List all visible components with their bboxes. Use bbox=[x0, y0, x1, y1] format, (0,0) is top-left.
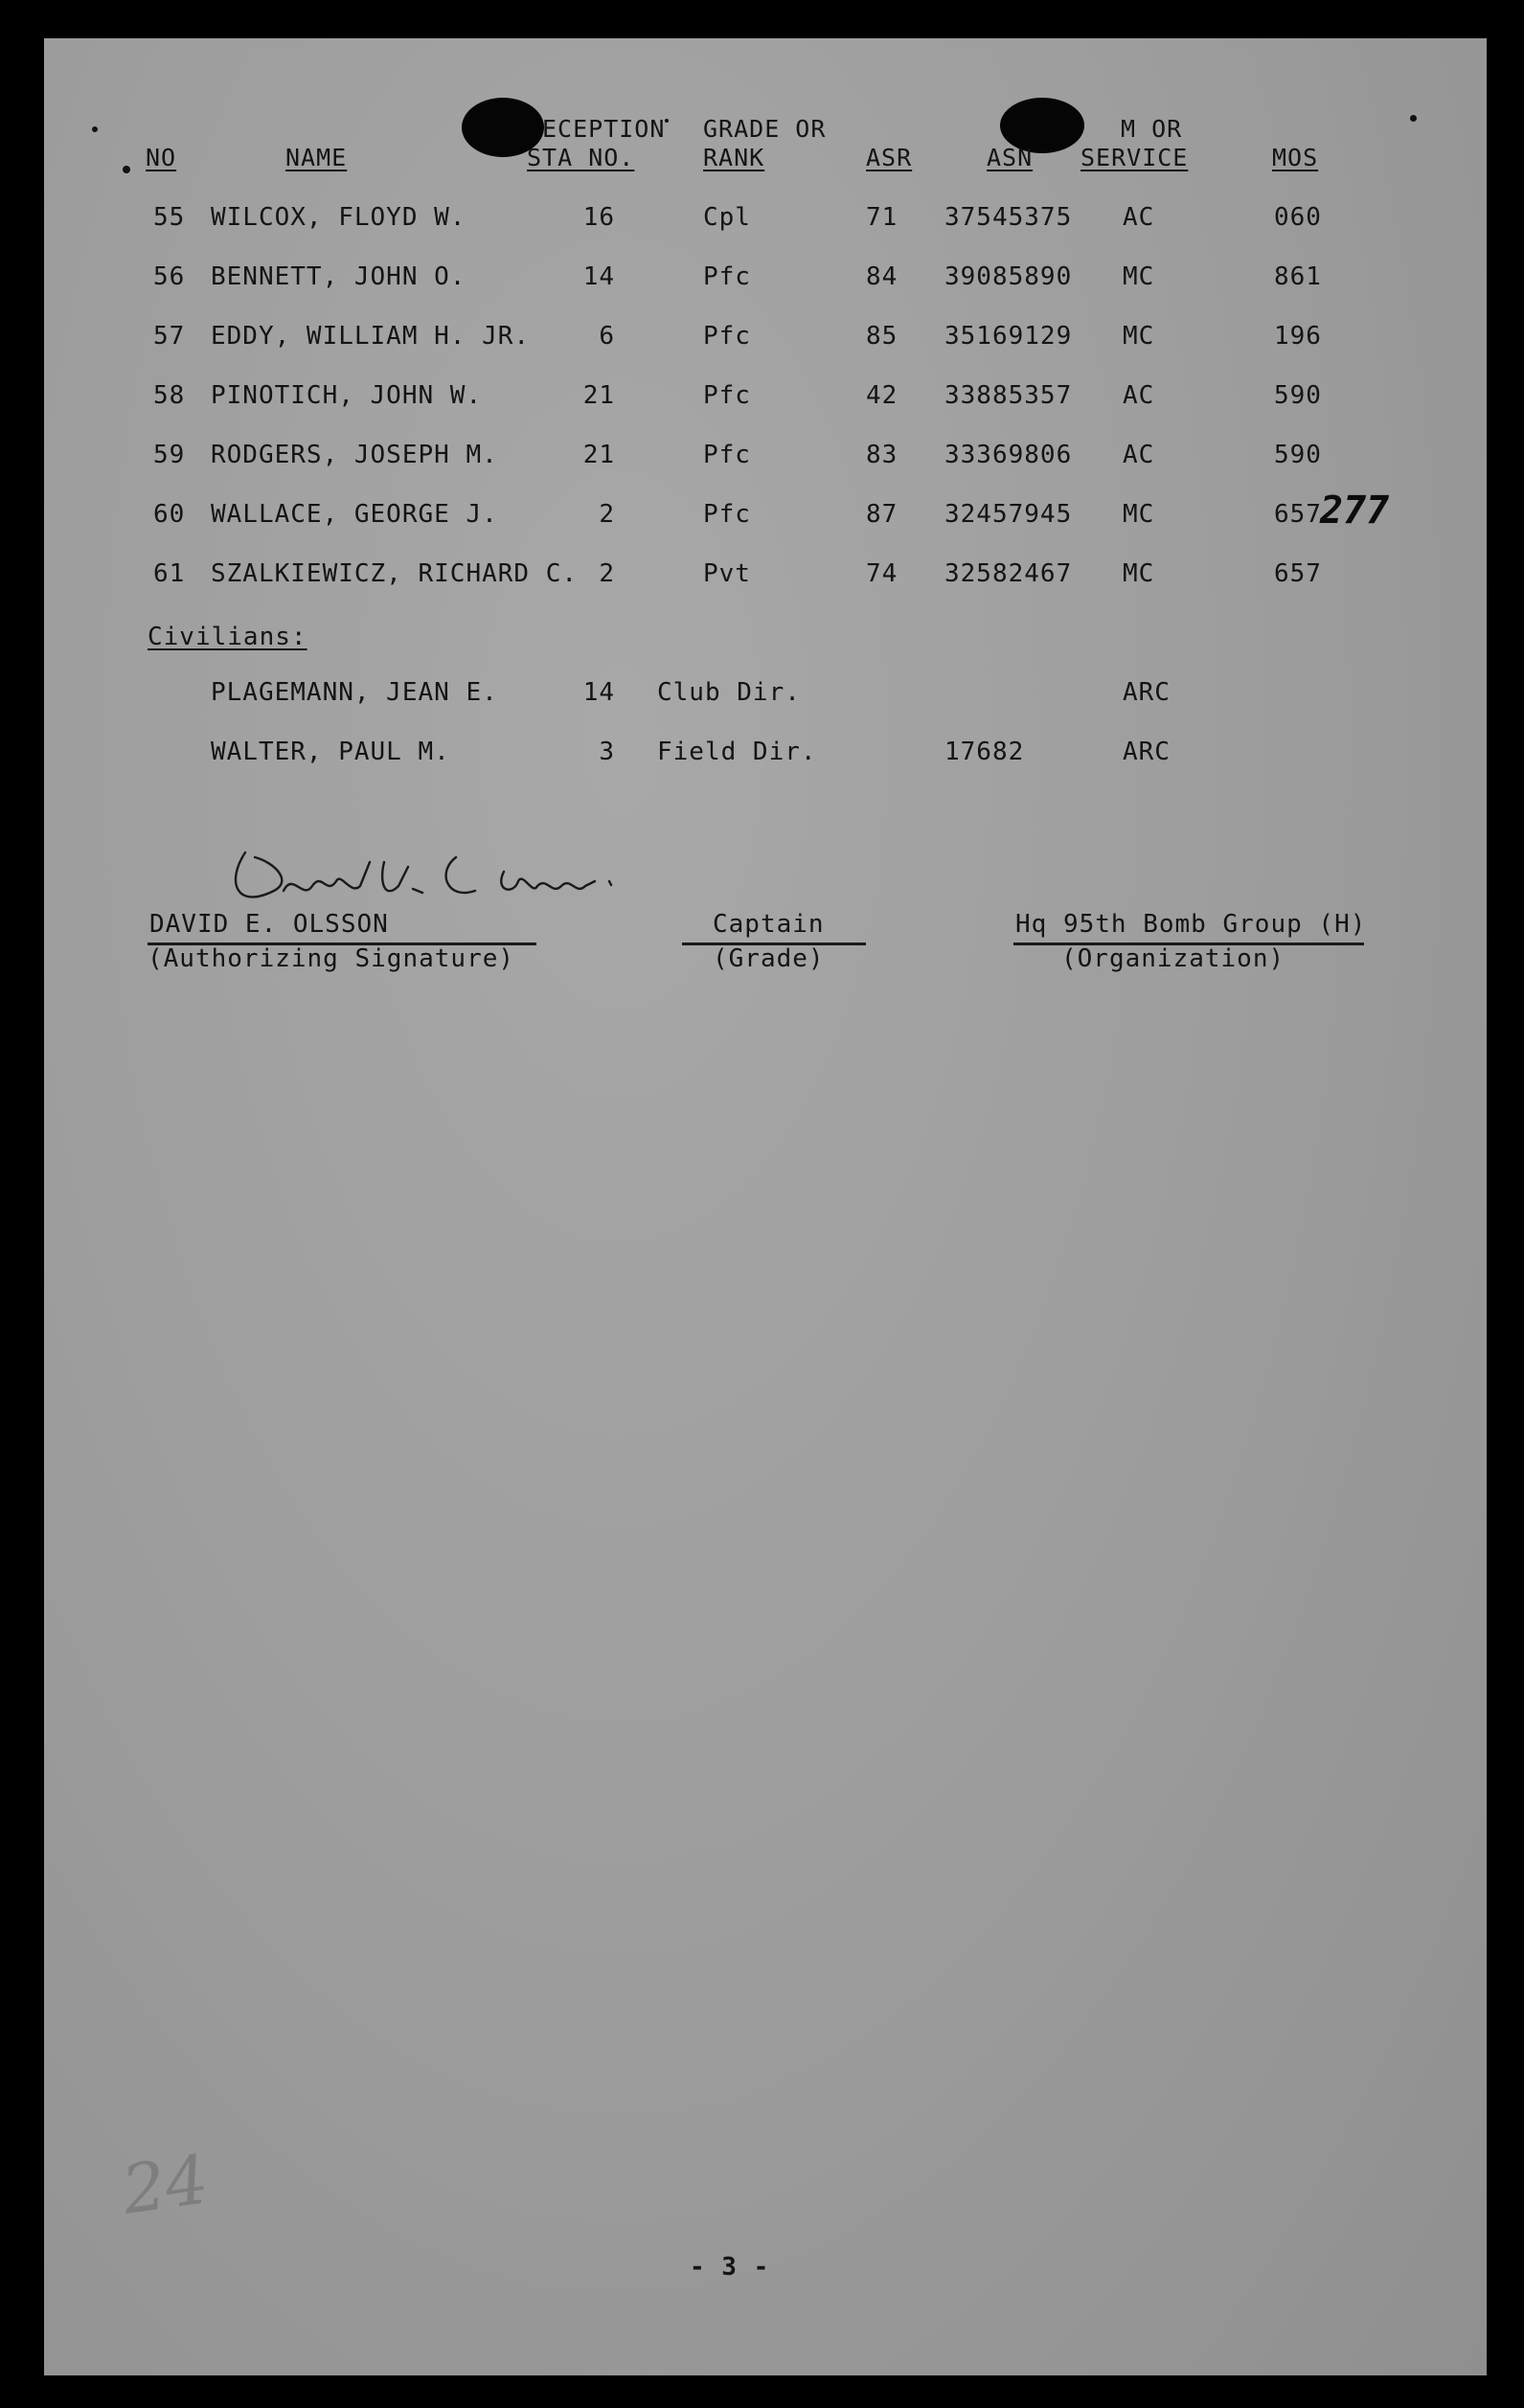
header-name: NAME bbox=[285, 144, 348, 171]
cell-mos: 196 bbox=[1274, 322, 1322, 351]
typed-name: DAVID E. OLSSON bbox=[149, 910, 389, 939]
cell-no: 59 bbox=[153, 441, 186, 469]
cell-name: BENNETT, JOHN O. bbox=[211, 262, 466, 291]
cell-name: PINOTICH, JOHN W. bbox=[211, 381, 483, 410]
cell-no: 55 bbox=[153, 203, 186, 232]
cell-sta: 2 bbox=[599, 559, 615, 588]
cell-mos: 590 bbox=[1274, 441, 1322, 469]
cell-name: SZALKIEWICZ, RICHARD C. bbox=[211, 559, 579, 588]
civilian-cell-title: Club Dir. bbox=[657, 678, 801, 707]
cell-asr: 85 bbox=[866, 322, 898, 351]
civilians-label: Civilians: bbox=[148, 623, 307, 651]
cell-asn: 32582467 bbox=[944, 559, 1073, 588]
cell-grade: Pfc bbox=[703, 500, 751, 529]
grade-value: Captain bbox=[713, 910, 825, 939]
cell-asn: 32457945 bbox=[944, 500, 1073, 529]
speck bbox=[665, 119, 669, 123]
cell-asn: 37545375 bbox=[944, 203, 1073, 232]
cell-asn: 35169129 bbox=[944, 322, 1073, 351]
cell-no: 58 bbox=[153, 381, 186, 410]
cell-service: AC bbox=[1123, 381, 1155, 410]
cell-grade: Pvt bbox=[703, 559, 751, 588]
stamp-number: 277 bbox=[1320, 488, 1390, 533]
margin-note: 24 bbox=[117, 2140, 214, 2230]
cell-mos: 060 bbox=[1274, 203, 1322, 232]
cell-service: MC bbox=[1123, 262, 1155, 291]
cell-no: 60 bbox=[153, 500, 186, 529]
page-number: - 3 - bbox=[690, 2253, 770, 2282]
header-asr: ASR bbox=[866, 144, 913, 171]
cell-grade: Pfc bbox=[703, 381, 751, 410]
cell-name: WALLACE, GEORGE J. bbox=[211, 500, 498, 529]
speck bbox=[1410, 115, 1417, 122]
cell-service: AC bbox=[1123, 441, 1155, 469]
organization-caption: (Organization) bbox=[1061, 944, 1285, 973]
header-grade-line1: GRADE OR bbox=[703, 115, 827, 143]
cell-asr: 71 bbox=[866, 203, 898, 232]
cell-mos: 657 bbox=[1274, 559, 1322, 588]
document-page bbox=[44, 38, 1487, 2375]
name-caption: (Authorizing Signature) bbox=[148, 944, 515, 973]
cell-service: MC bbox=[1123, 500, 1155, 529]
cell-sta: 21 bbox=[582, 441, 615, 469]
cell-asr: 74 bbox=[866, 559, 898, 588]
cell-no: 57 bbox=[153, 322, 186, 351]
organization-value: Hq 95th Bomb Group (H) bbox=[1015, 910, 1367, 939]
speck bbox=[123, 166, 130, 173]
cell-mos: 590 bbox=[1274, 381, 1322, 410]
header-reception-line1: ECEPTION bbox=[542, 115, 666, 143]
cell-grade: Pfc bbox=[703, 441, 751, 469]
cell-sta: 21 bbox=[582, 381, 615, 410]
header-grade-line2: RANK bbox=[703, 144, 765, 171]
cell-name: WILCOX, FLOYD W. bbox=[211, 203, 466, 232]
civilian-cell-name: WALTER, PAUL M. bbox=[211, 738, 450, 766]
cell-asr: 42 bbox=[866, 381, 898, 410]
cell-mos: 861 bbox=[1274, 262, 1322, 291]
cell-name: EDDY, WILLIAM H. JR. bbox=[211, 322, 531, 351]
cell-asr: 84 bbox=[866, 262, 898, 291]
civilian-cell-service: ARC bbox=[1123, 738, 1171, 766]
cell-grade: Pfc bbox=[703, 322, 751, 351]
cell-grade: Cpl bbox=[703, 203, 751, 232]
cell-no: 61 bbox=[153, 559, 186, 588]
speck bbox=[92, 126, 98, 132]
cell-name: RODGERS, JOSEPH M. bbox=[211, 441, 498, 469]
cell-asr: 87 bbox=[866, 500, 898, 529]
grade-caption: (Grade) bbox=[713, 944, 825, 973]
cell-sta: 6 bbox=[599, 322, 615, 351]
cell-service: AC bbox=[1123, 203, 1155, 232]
cell-sta: 16 bbox=[582, 203, 615, 232]
cell-sta: 2 bbox=[599, 500, 615, 529]
cell-asn: 39085890 bbox=[944, 262, 1073, 291]
header-no: NO bbox=[146, 144, 177, 171]
handwritten-signature bbox=[216, 843, 676, 920]
civilian-cell-service: ARC bbox=[1123, 678, 1171, 707]
cell-no: 56 bbox=[153, 262, 186, 291]
cell-service: MC bbox=[1123, 322, 1155, 351]
header-mos: MOS bbox=[1272, 144, 1319, 171]
civilian-cell-sta: 14 bbox=[582, 678, 615, 707]
cell-grade: Pfc bbox=[703, 262, 751, 291]
header-arm-line1: M OR bbox=[1121, 115, 1183, 143]
cell-service: MC bbox=[1123, 559, 1155, 588]
cell-sta: 14 bbox=[582, 262, 615, 291]
cell-asn: 33369806 bbox=[944, 441, 1073, 469]
header-reception-line2: STA NO. bbox=[527, 144, 635, 171]
cell-asr: 83 bbox=[866, 441, 898, 469]
civilian-cell-title: Field Dir. bbox=[657, 738, 817, 766]
civilian-cell-asn: 17682 bbox=[944, 738, 1025, 766]
civilian-cell-name: PLAGEMANN, JEAN E. bbox=[211, 678, 498, 707]
cell-mos: 657 bbox=[1274, 500, 1322, 529]
header-arm-line2: SERVICE bbox=[1080, 144, 1189, 171]
header-asn: ASN bbox=[987, 144, 1034, 171]
cell-asn: 33885357 bbox=[944, 381, 1073, 410]
civilian-cell-sta: 3 bbox=[599, 738, 615, 766]
